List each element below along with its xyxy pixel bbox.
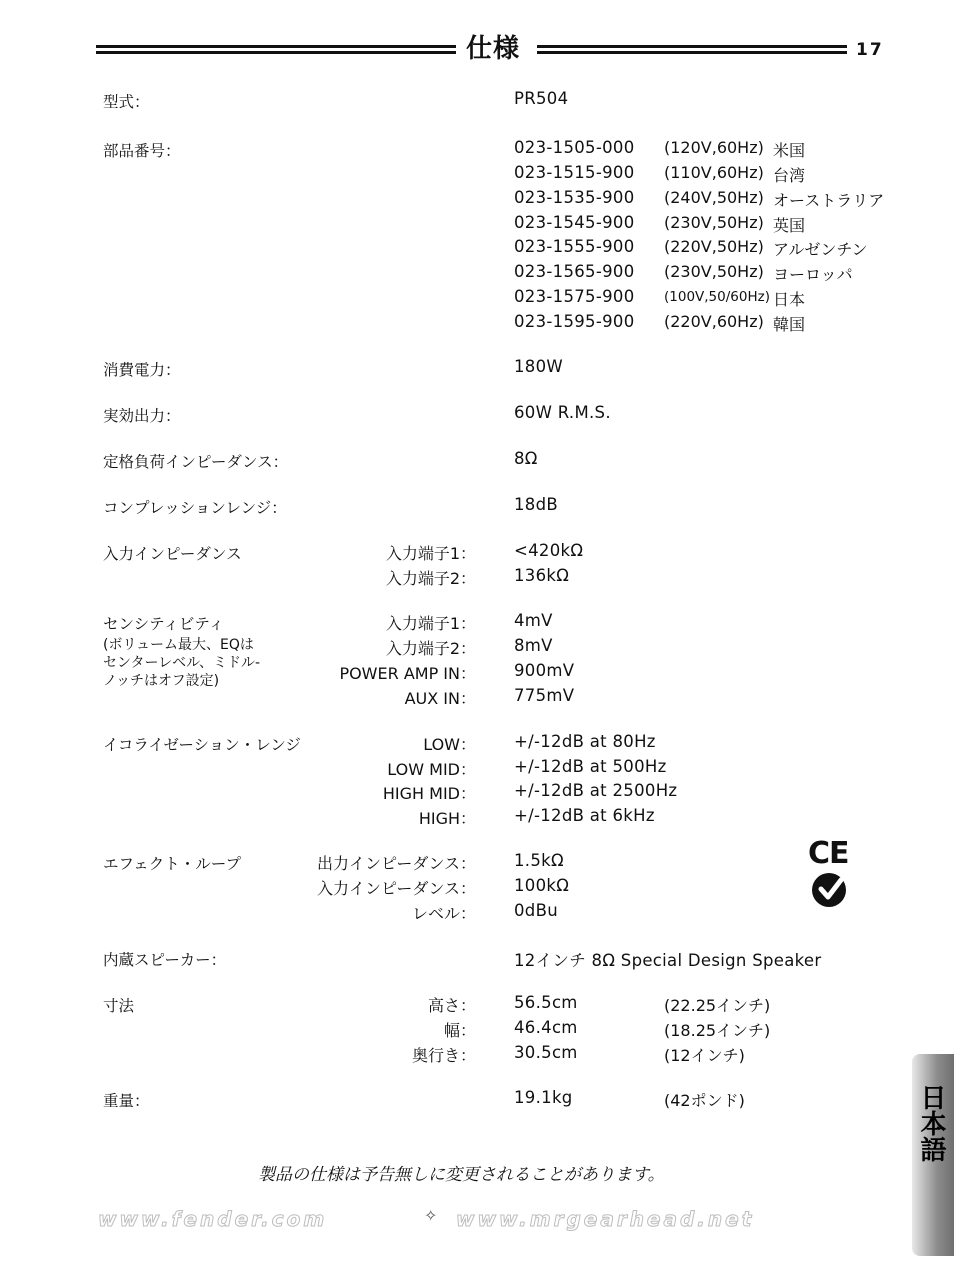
dimensions-alt: (18.25インチ) bbox=[664, 1021, 771, 1040]
part-region: ヨーロッパ bbox=[773, 265, 853, 284]
c-tick-mark-icon bbox=[810, 872, 850, 908]
effects-loop-value: 100kΩ bbox=[514, 876, 570, 895]
part-power: (220V,60Hz) bbox=[664, 312, 764, 331]
part-power: (110V,60Hz) bbox=[664, 163, 764, 182]
footer-separator-icon: ✧ bbox=[424, 1206, 438, 1225]
speaker-value: 12インチ 8Ω Special Design Speaker bbox=[514, 951, 822, 970]
part-power: (240V,50Hz) bbox=[664, 188, 764, 207]
load-impedance-label: 定格負荷インピーダンス： bbox=[103, 453, 289, 471]
compression-range-value: 18dB bbox=[514, 495, 558, 514]
part-number: 023-1515-900 bbox=[514, 163, 635, 182]
part-power: (100V,50/60Hz) bbox=[664, 289, 770, 305]
effects-loop-value: 1.5kΩ bbox=[514, 851, 564, 870]
part-power: (230V,50Hz) bbox=[664, 213, 764, 232]
weight-label: 重量： bbox=[103, 1092, 150, 1110]
sensitivity-value: 900mV bbox=[514, 661, 575, 680]
power-consumption-label: 消費電力： bbox=[103, 361, 181, 379]
part-power: (230V,50Hz) bbox=[664, 262, 764, 281]
part-number: 023-1555-900 bbox=[514, 237, 635, 256]
compression-range-label: コンプレッションレンジ： bbox=[103, 499, 287, 517]
eq-range-sub: HIGH： bbox=[418, 809, 476, 828]
part-power: (120V,60Hz) bbox=[664, 138, 764, 157]
effects-loop-value: 0dBu bbox=[514, 901, 558, 920]
effects-loop-sub: レベル： bbox=[411, 904, 476, 923]
weight-alt: (42ポンド) bbox=[664, 1091, 745, 1110]
sensitivity-value: 775mV bbox=[514, 686, 575, 705]
part-region: 韓国 bbox=[773, 315, 806, 334]
dimensions-alt: (22.25インチ) bbox=[664, 996, 771, 1015]
sensitivity-sub: POWER AMP IN： bbox=[339, 664, 476, 683]
dimensions-label: 寸法 bbox=[103, 997, 135, 1015]
sensitivity-sub: AUX IN： bbox=[404, 689, 476, 708]
speaker-label: 内蔵スピーカー： bbox=[103, 951, 227, 969]
effects-loop-label: エフェクト・ループ bbox=[103, 855, 241, 873]
dimensions-alt: (12インチ) bbox=[664, 1046, 745, 1065]
header-rule-left bbox=[96, 45, 456, 54]
sensitivity-label: センシティビティ bbox=[103, 615, 225, 633]
sensitivity-note-line: (ボリューム最大、EQは bbox=[103, 637, 254, 653]
model-label: 型式： bbox=[103, 93, 150, 111]
weight-value: 19.1kg bbox=[514, 1088, 573, 1107]
part-power: (220V,50Hz) bbox=[664, 237, 764, 256]
effects-loop-sub: 入力インピーダンス： bbox=[316, 879, 476, 898]
dimensions-value: 46.4cm bbox=[514, 1018, 578, 1037]
sensitivity-value: 8mV bbox=[514, 636, 553, 655]
input-impedance-sub: 入力端子1： bbox=[385, 544, 476, 563]
part-number: 023-1575-900 bbox=[514, 287, 635, 306]
input-impedance-value: <420kΩ bbox=[514, 541, 584, 560]
ce-mark: CE bbox=[808, 836, 849, 871]
part-number: 023-1545-900 bbox=[514, 213, 635, 232]
language-side-tab-label: 日本語 bbox=[916, 1084, 946, 1162]
part-numbers-label: 部品番号： bbox=[103, 142, 181, 160]
language-side-tab bbox=[912, 1054, 954, 1256]
eq-range-sub: LOW： bbox=[423, 735, 476, 754]
page-title: 仕様 bbox=[466, 34, 521, 64]
part-number: 023-1565-900 bbox=[514, 262, 635, 281]
input-impedance-sub: 入力端子2： bbox=[385, 569, 476, 588]
model-value: PR504 bbox=[514, 89, 569, 108]
part-region: 台湾 bbox=[773, 166, 806, 185]
eq-range-sub: LOW MID： bbox=[387, 760, 476, 779]
spec-change-notice: 製品の仕様は予告無しに変更されることがあります。 bbox=[258, 1165, 665, 1185]
dimensions-sub: 高さ： bbox=[427, 996, 476, 1015]
footer-url-fender: www.fender.com bbox=[98, 1207, 328, 1231]
sensitivity-sub: 入力端子2： bbox=[385, 639, 476, 658]
output-label: 実効出力： bbox=[103, 407, 181, 425]
header-rule-right bbox=[537, 45, 847, 54]
part-number: 023-1595-900 bbox=[514, 312, 635, 331]
eq-range-label: イコライゼーション・レンジ bbox=[103, 736, 301, 754]
dimensions-value: 30.5cm bbox=[514, 1043, 578, 1062]
eq-range-value: +/-12dB at 80Hz bbox=[514, 732, 656, 751]
part-region: オーストラリア bbox=[773, 191, 885, 210]
dimensions-sub: 幅： bbox=[443, 1021, 476, 1040]
input-impedance-value: 136kΩ bbox=[514, 566, 570, 585]
power-consumption-value: 180W bbox=[514, 357, 564, 376]
eq-range-value: +/-12dB at 6kHz bbox=[514, 806, 655, 825]
part-region: 米国 bbox=[773, 141, 806, 160]
load-impedance-value: 8Ω bbox=[514, 449, 538, 468]
eq-range-value: +/-12dB at 2500Hz bbox=[514, 781, 678, 800]
sensitivity-value: 4mV bbox=[514, 611, 553, 630]
sensitivity-sub: 入力端子1： bbox=[385, 614, 476, 633]
eq-range-value: +/-12dB at 500Hz bbox=[514, 757, 667, 776]
effects-loop-sub: 出力インピーダンス： bbox=[316, 854, 476, 873]
input-impedance-label: 入力インピーダンス bbox=[103, 545, 242, 563]
dimensions-sub: 奥行き： bbox=[411, 1046, 476, 1065]
footer-url-mrgearhead: www.mrgearhead.net bbox=[456, 1207, 755, 1231]
part-number: 023-1535-900 bbox=[514, 188, 635, 207]
sensitivity-note-line: ノッチはオフ設定) bbox=[103, 673, 220, 689]
page-number: 17 bbox=[856, 40, 884, 60]
part-number: 023-1505-000 bbox=[514, 138, 635, 157]
dimensions-value: 56.5cm bbox=[514, 993, 578, 1012]
sensitivity-note-line: センターレベル、ミドル- bbox=[103, 655, 261, 671]
output-value: 60W R.M.S. bbox=[514, 403, 611, 422]
eq-range-sub: HIGH MID： bbox=[382, 784, 476, 803]
part-region: 日本 bbox=[773, 290, 806, 309]
part-region: アルゼンチン bbox=[773, 240, 868, 259]
part-region: 英国 bbox=[773, 216, 806, 235]
